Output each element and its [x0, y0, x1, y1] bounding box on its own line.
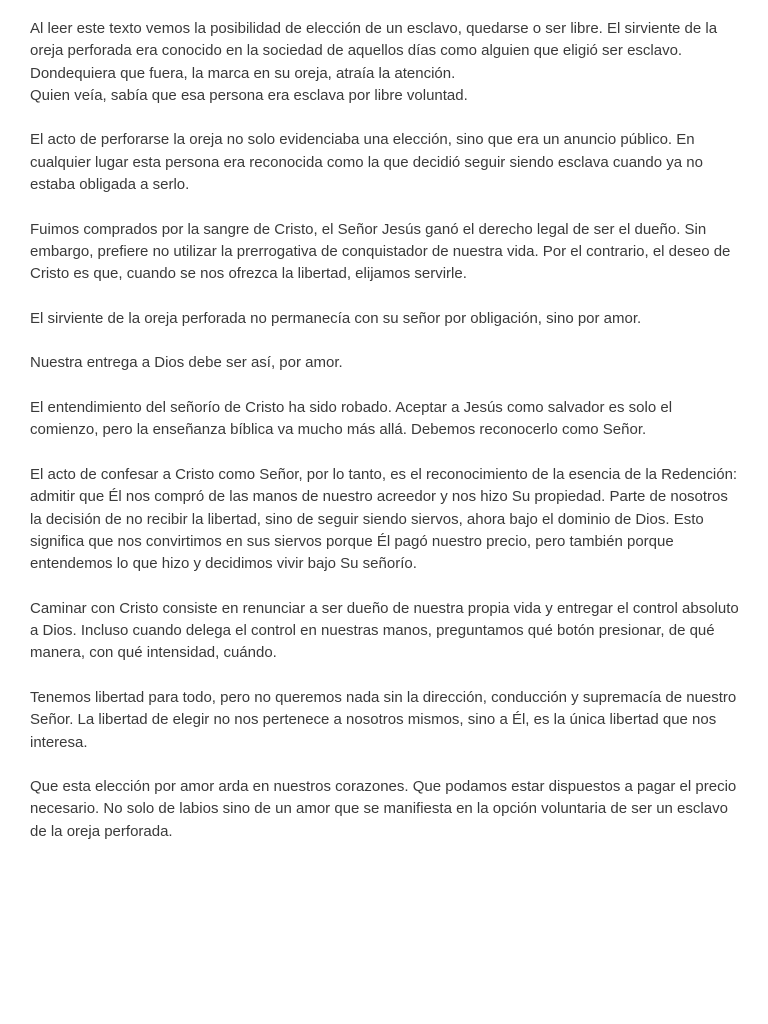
- paragraph-10: Que esta elección por amor arda en nuestros corazones. Que podamos estar dispuestos a pagar el precio necesario. No solo de labios sino de un amor que se manifiesta en la opción voluntaria de ser un esclavo de la oreja perforada.: [30, 778, 737, 840]
- paragraph-4: El sirviente de la oreja perforada no permanecía con su señor por obligación, sino por amor.: [30, 309, 642, 327]
- paragraph-1: Al leer este texto vemos la posibilidad de elección de un esclavo, quedarse o ser libre. El sirviente de la oreja perforada era conocido en la sociedad de aquellos días como alguien que eligió ser esclavo. Dondequiera que fuera, la marca en su oreja, atraía la atención. Quien veía, sabía que esa persona era esclava por libre voluntad.: [30, 20, 718, 104]
- paragraph-9: Tenemos libertad para todo, pero no queremos nada sin la dirección, conducción y supremacía de nuestro Señor. La libertad de elegir no nos pertenece a nosotros mismos, sino a Él, es la única libertad que nos interesa.: [30, 688, 737, 751]
- paragraph-7: El acto de confesar a Cristo como Señor, por lo tanto, es el reconocimiento de la esencia de la Redención: admitir que Él nos compró de las manos de nuestro acreedor y nos hizo Su propiedad. Parte de nosotros la decisión de no recibir la libertad, sino de seguir siendo siervos, ahora bajo el dominio de Dios. Esto significa que nos convirtimos en sus siervos porque Él pagó nuestro precio, pero también porque entendemos lo que hizo y decidimos vivir bajo Su señorío.: [30, 465, 738, 573]
- paragraph-3: Fuimos comprados por la sangre de Cristo, el Señor Jesús ganó el derecho legal de ser el dueño. Sin embargo, prefiere no utilizar la prerrogativa de conquistador de nuestra vida. Por el contrario, el deseo de Cristo es que, cuando se nos ofrezca la libertad, elijamos servirle.: [30, 220, 731, 283]
- paragraph-6: El entendimiento del señorío de Cristo ha sido robado. Aceptar a Jesús como salvador es solo el comienzo, pero la enseñanza bíblica va mucho más allá. Debemos reconocerlo como Señor.: [30, 399, 673, 439]
- paragraph-8: Caminar con Cristo consiste en renunciar a ser dueño de nuestra propia vida y entregar el control absoluto a Dios. Incluso cuando delega el control en nuestras manos, preguntamos qué botón presionar, de qué manera, con qué intensidad, cuándo.: [30, 599, 739, 662]
- paragraph-2: El acto de perforarse la oreja no solo evidenciaba una elección, sino que era un anuncio público. En cualquier lugar esta persona era reconocida como la que decidió seguir siendo esclava cuando ya no estaba obligada a serlo.: [30, 131, 703, 194]
- paragraph-5: Nuestra entrega a Dios debe ser así, por amor.: [30, 354, 343, 372]
